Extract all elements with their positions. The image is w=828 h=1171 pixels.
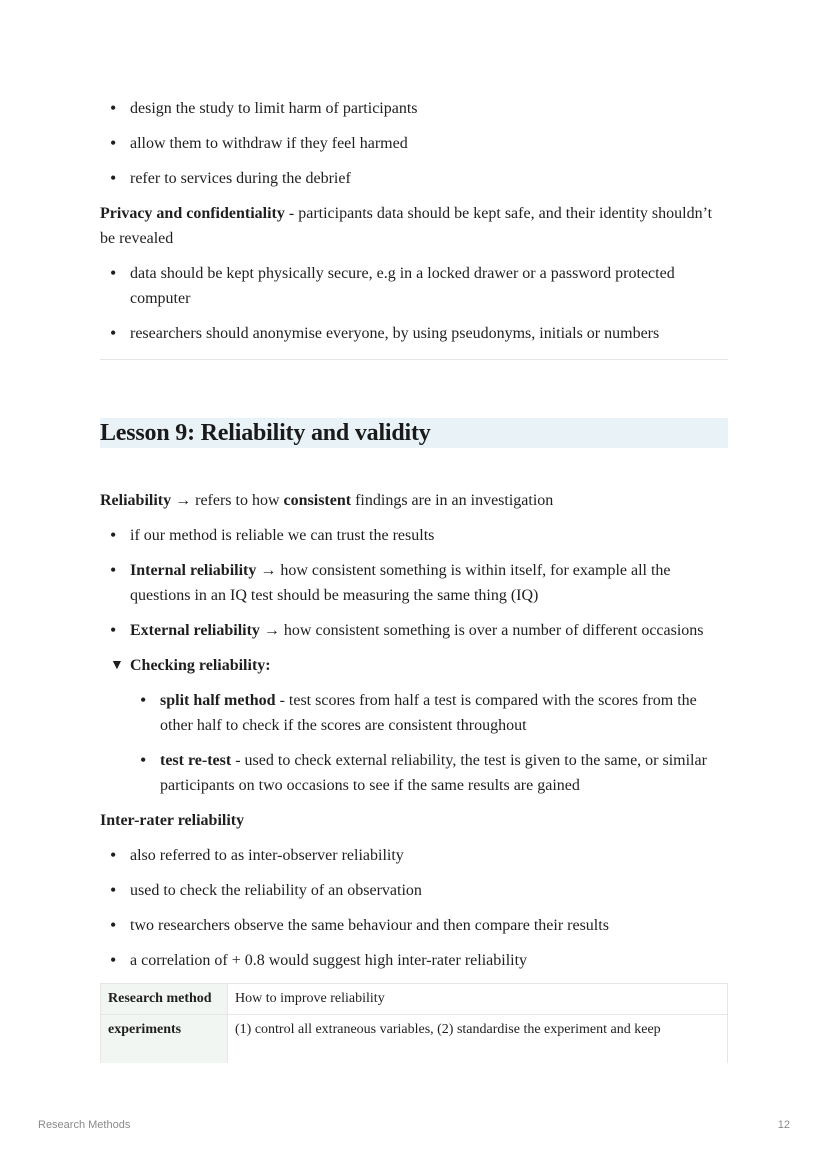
external-term: External reliability — [130, 622, 260, 639]
internal-text: → how consistent something is within itself, for example all the questions in an IQ test should be measuring the same thing (IQ) — [130, 562, 671, 604]
list-item: • researchers should anonymise everyone, by using pseudonyms, initials or numbers — [100, 321, 728, 346]
list-item: • a correlation of + 0.8 would suggest high inter-rater reliability — [100, 948, 728, 973]
reliability-post: findings are in an investigation — [351, 492, 554, 509]
inter-rater-heading — [100, 808, 728, 833]
checking-reliability-toggle[interactable] — [100, 653, 728, 678]
test-retest-term: test re-test — [160, 752, 232, 769]
table-header-cell: Research method — [101, 984, 228, 1015]
list-item: • refer to services during the debrief — [100, 166, 728, 191]
harm-list — [100, 96, 728, 191]
reliability-definition — [100, 488, 728, 513]
footer-title: Research Methods — [38, 1119, 131, 1131]
list-item: • allow them to withdraw if they feel harmed — [100, 131, 728, 156]
reliability-term: Reliability — [100, 492, 172, 509]
table-cell: experiments — [101, 1015, 228, 1064]
privacy-paragraph — [100, 201, 728, 251]
privacy-list — [100, 261, 728, 346]
reliability-table — [100, 983, 728, 1063]
reliability-list — [100, 523, 728, 643]
list-item — [100, 558, 728, 608]
list-item — [130, 748, 728, 798]
page-content — [100, 96, 728, 1063]
lesson-heading: Lesson 9: Reliability and validity — [100, 418, 728, 448]
list-item — [100, 618, 728, 643]
reliability-emph: consistent — [283, 492, 352, 509]
test-retest-text: - used to check external reliability, the test is given to the same, or similar participants on two occasions to see if the same results are gained — [160, 752, 707, 794]
list-item: • also referred to as inter-observer reliability — [100, 843, 728, 868]
inter-rater-list — [100, 843, 728, 973]
list-item: • two researchers observe the same behaviour and then compare their results — [100, 913, 728, 938]
inter-rater-term: Inter-rater reliability — [100, 812, 245, 829]
triangle-down-icon[interactable]: ▼ — [110, 658, 124, 673]
reliability-pre: → refers to how — [171, 492, 284, 509]
list-item: • used to check the reliability of an observation — [100, 878, 728, 903]
external-text: → how consistent something is over a number of different occasions — [259, 622, 704, 639]
privacy-text: - participants data should be kept safe, and their identity shouldn’t be revealed — [100, 205, 713, 247]
table-header-row — [101, 984, 728, 1015]
table-row — [101, 1015, 728, 1064]
page-number: 12 — [777, 1119, 790, 1131]
internal-term: Internal reliability — [130, 562, 257, 579]
split-half-term: split half method — [160, 692, 276, 709]
list-item: • design the study to limit harm of participants — [100, 96, 728, 121]
list-item: • data should be kept physically secure, e.g in a locked drawer or a password protected computer — [100, 261, 728, 311]
list-item: • if our method is reliable we can trust the results — [100, 523, 728, 548]
split-half-text: - test scores from half a test is compared with the scores from the other half to check if the scores are consistent throughout — [160, 692, 697, 734]
list-item — [130, 688, 728, 738]
section-divider — [100, 359, 728, 360]
table-cell: (1) control all extraneous variables, (2) standardise the experiment and keep — [228, 1015, 728, 1064]
privacy-term: Privacy and confidentiality — [100, 205, 285, 222]
toggle-label: Checking reliability: — [130, 657, 271, 674]
table-header-cell: How to improve reliability — [228, 984, 728, 1015]
checking-reliability-list — [100, 688, 728, 798]
